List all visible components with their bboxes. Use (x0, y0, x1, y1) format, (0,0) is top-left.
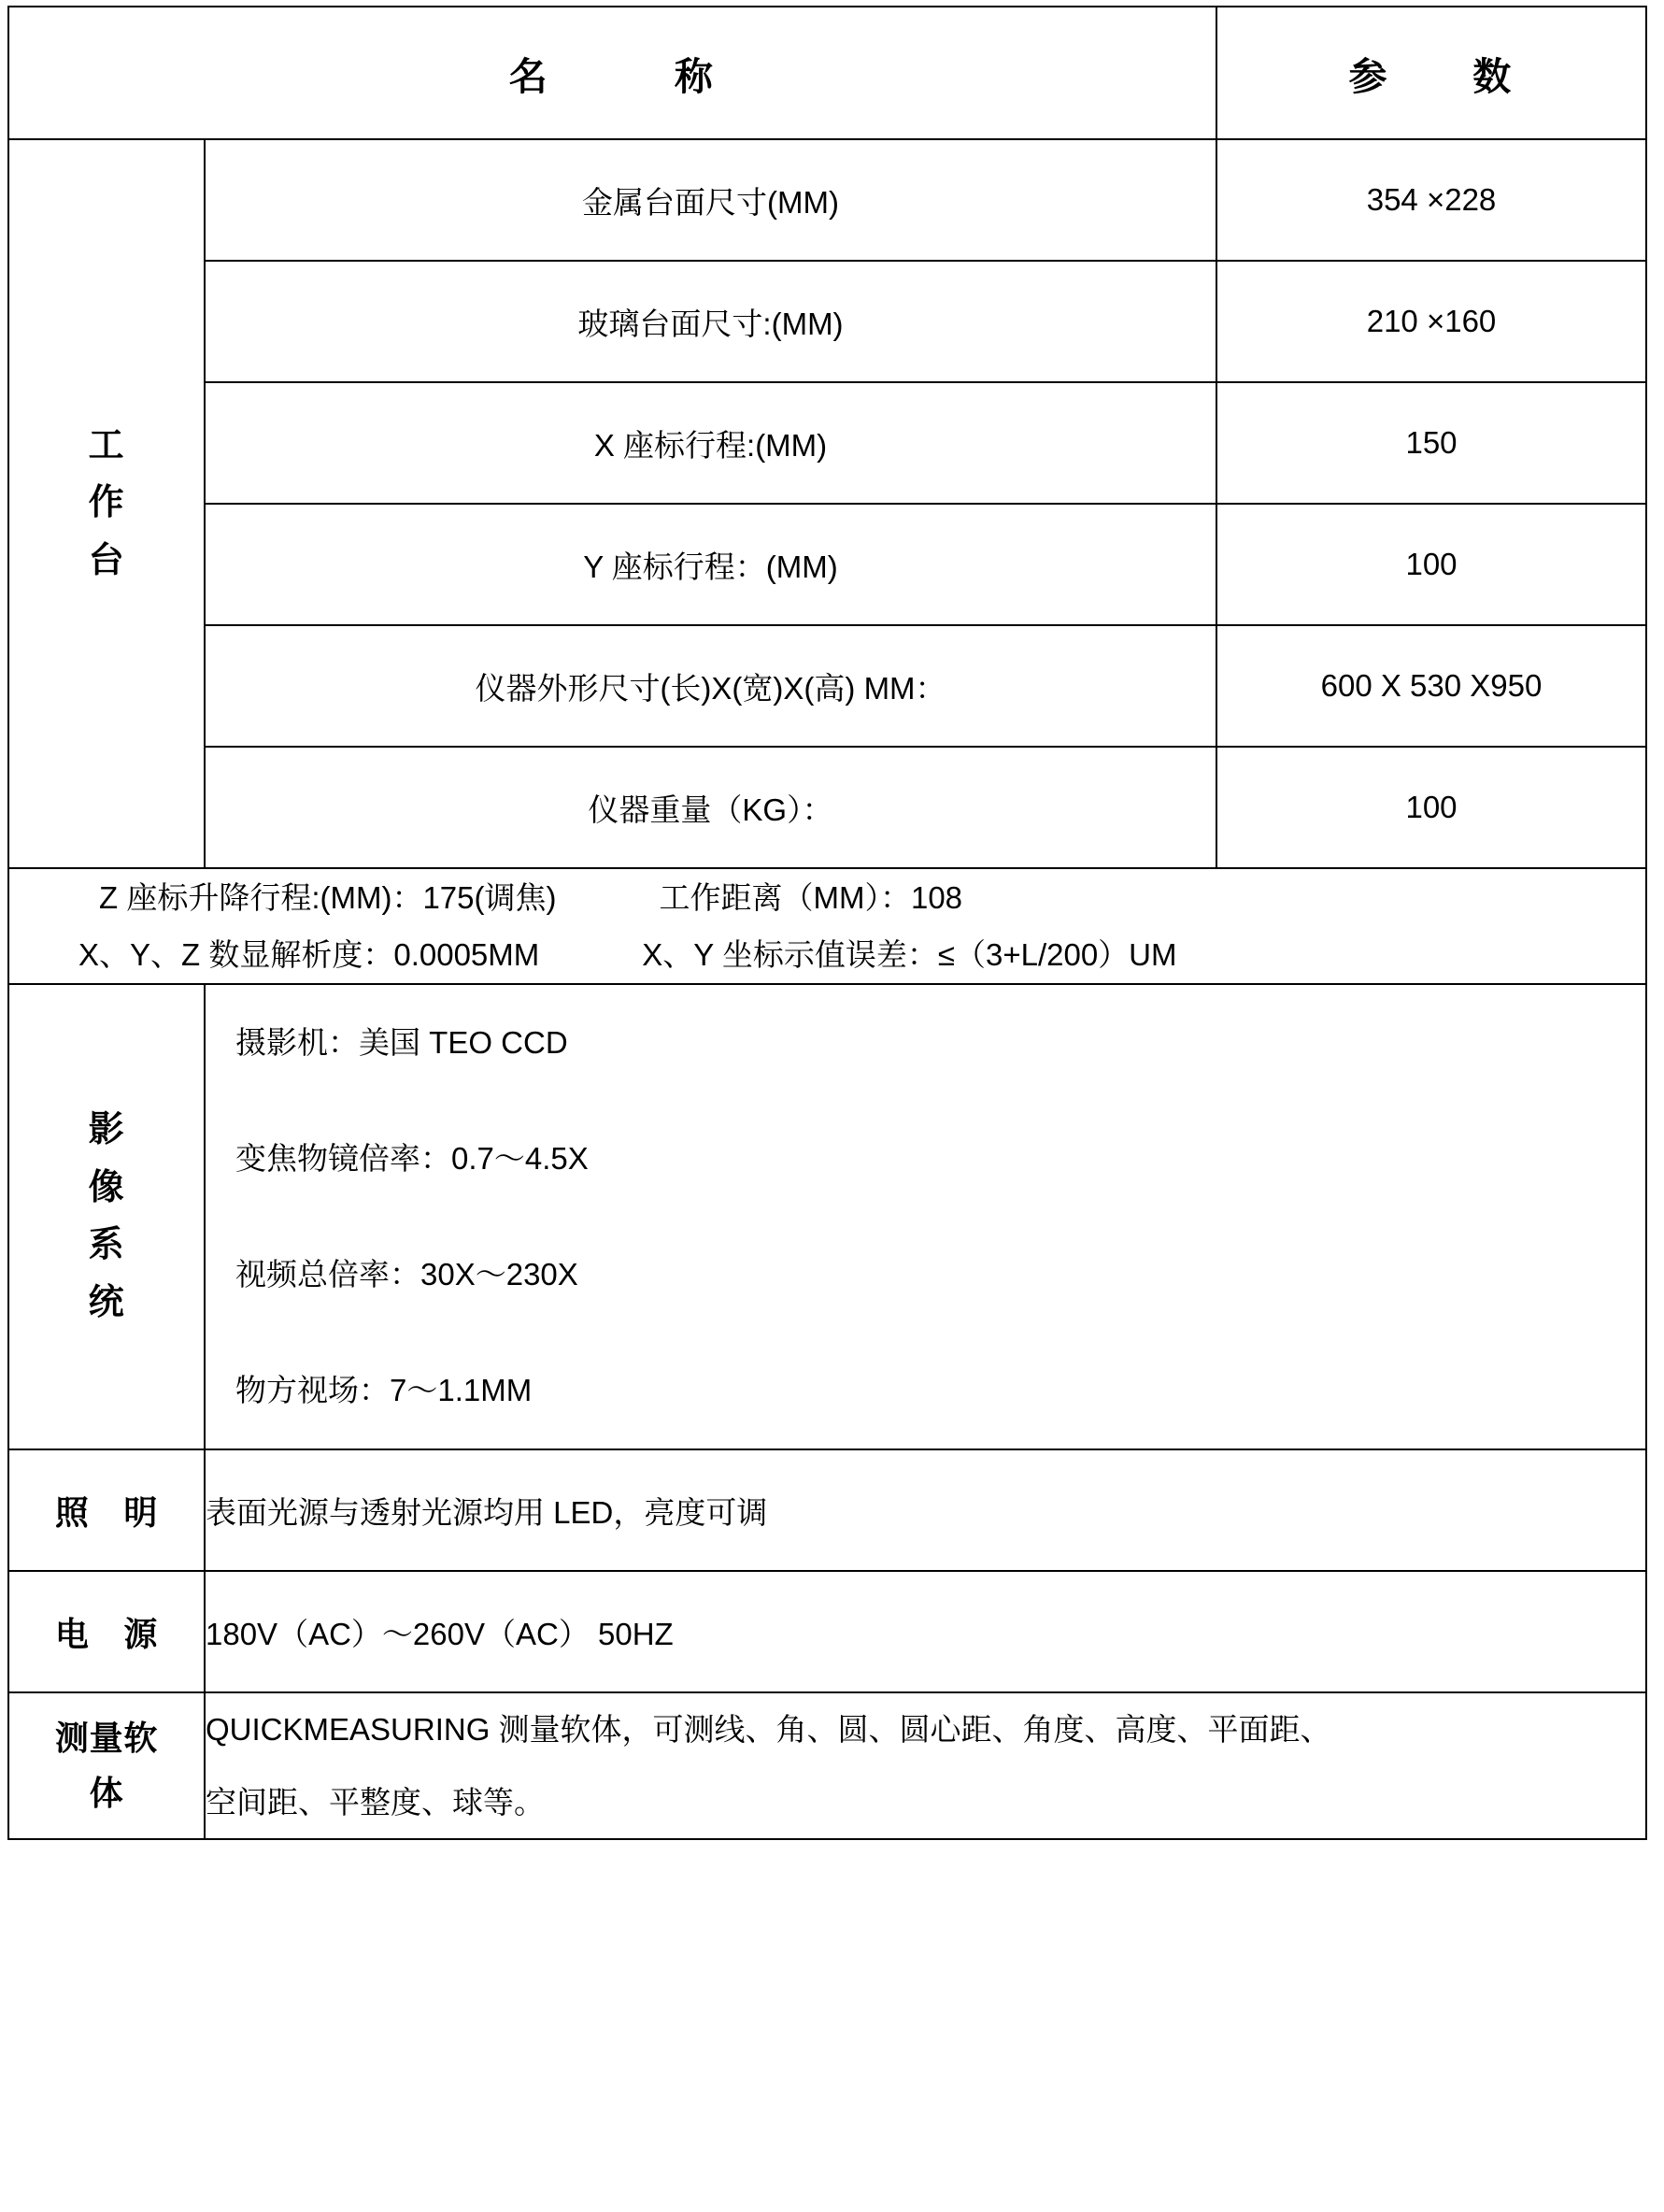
row-name: X 座标行程:(MM) (205, 382, 1216, 504)
table-row (8, 1571, 1646, 1692)
table-row (8, 1692, 1646, 1839)
note-z-travel: Z 座标升降行程:(MM)：175(调焦) (99, 880, 557, 915)
group-label-char: 台 (88, 540, 125, 580)
software-text (205, 1692, 1646, 1839)
group-label-char: 工 (88, 425, 125, 465)
notes-line-1 (9, 869, 1645, 926)
row-name: 玻璃台面尺寸:(MM) (205, 261, 1216, 382)
table-row (8, 747, 1646, 868)
table-row (8, 261, 1646, 382)
list-item: 变焦物镜倍率：0.7～4.5X (235, 1141, 589, 1177)
group-label-char: 影 (88, 1110, 125, 1149)
notes-cell (8, 868, 1646, 984)
group-label-char: 像 (88, 1167, 125, 1207)
group-label-power: 电 源 (8, 1571, 205, 1692)
row-name: 仪器外形尺寸(长)X(宽)X(高) MM： (205, 625, 1216, 747)
table-row (8, 625, 1646, 747)
group-label-char: 测量软 (54, 1719, 159, 1758)
software-line-1: QUICKMEASURING 测量软体，可测线、角、圆、圆心距、角度、高度、平面距、 (206, 1712, 1331, 1748)
power-text: 180V（AC）～260V（AC） 50HZ (205, 1571, 1646, 1692)
group-label-imaging (8, 984, 205, 1449)
table-row (8, 139, 1646, 261)
row-name: Y 座标行程：(MM) (205, 504, 1216, 625)
row-value: 354 ×228 (1216, 139, 1646, 261)
list-item: 摄影机：美国 TEO CCD (235, 1025, 568, 1061)
note-resolution: X、Y、Z 数显解析度：0.0005MM (78, 937, 540, 973)
row-value: 150 (1216, 382, 1646, 504)
note-accuracy: X、Y 坐标示值误差：≤（3+L/200）UM (642, 937, 1177, 973)
table-row (8, 984, 1646, 1449)
notes-line-2 (9, 926, 1645, 983)
group-label-char: 系 (88, 1225, 125, 1265)
table-row (8, 504, 1646, 625)
note-working-distance: 工作距离（MM）：108 (659, 880, 963, 915)
group-label-char: 作 (88, 483, 125, 523)
list-item: 视频总倍率：30X～230X (235, 1257, 578, 1292)
group-label-char: 体 (89, 1773, 124, 1812)
row-value: 100 (1216, 747, 1646, 868)
row-value: 100 (1216, 504, 1646, 625)
header-name-cell: 名 称 (8, 7, 1216, 139)
group-label-worktable (8, 139, 205, 868)
illumination-text: 表面光源与透射光源均用 LED，亮度可调 (205, 1449, 1646, 1571)
row-name: 仪器重量（KG）： (205, 747, 1216, 868)
header-param-cell: 参 数 (1216, 7, 1646, 139)
group-label-char: 统 (88, 1282, 125, 1322)
row-name: 金属台面尺寸(MM) (205, 139, 1216, 261)
group-label-illumination: 照 明 (8, 1449, 205, 1571)
table-header-row (8, 7, 1646, 139)
list-item: 物方视场：7～1.1MM (235, 1373, 533, 1408)
table-row (8, 1449, 1646, 1571)
table-row (8, 868, 1646, 984)
imaging-list (205, 984, 1646, 1449)
row-value: 600 X 530 X950 (1216, 625, 1646, 747)
software-line-2: 空间距、平整度、球等。 (206, 1784, 545, 1820)
group-label-software (8, 1692, 205, 1839)
row-value: 210 ×160 (1216, 261, 1646, 382)
specification-table (7, 6, 1647, 1840)
table-row (8, 382, 1646, 504)
